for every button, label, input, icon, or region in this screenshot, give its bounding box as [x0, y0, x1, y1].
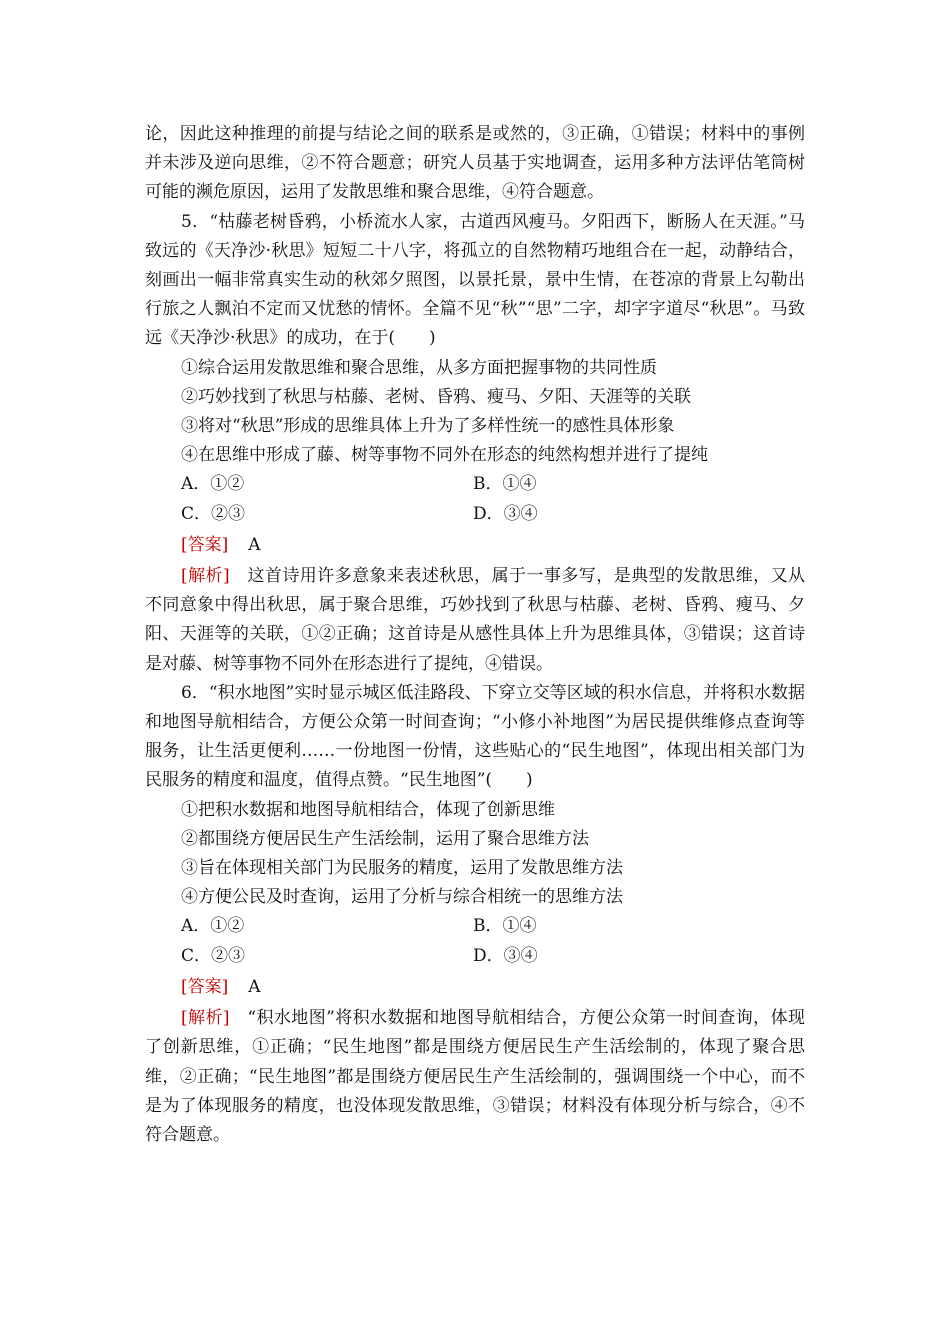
question-6-answer: [145, 973, 805, 1002]
question-5-analysis: [145, 562, 805, 679]
question-5-answer: [145, 531, 805, 560]
question-5-choice-c: C．②③: [181, 503, 246, 524]
question-6-option-4: ④方便公民及时查询，运用了分析与综合相统一的思维方法: [181, 887, 623, 908]
answer-tag: [答案]: [181, 976, 229, 997]
question-6-choice-a: A．①②: [181, 916, 245, 937]
question-5-option-2: ②巧妙找到了秋思与枯藤、老树、昏鸦、瘦马、夕阳、天涯等的关联: [181, 386, 691, 407]
question-5-choice-a: A．①②: [181, 474, 245, 495]
question-6-option-1: ①把积水数据和地图导航相结合，体现了创新思维: [181, 799, 555, 820]
answer-tag: [答案]: [181, 534, 229, 555]
question-5-choices-row-1: [145, 470, 805, 499]
answer-value: A: [248, 976, 261, 997]
question-5-option-4: ④在思维中形成了藤、树等事物不同外在形态的纯然构想并进行了提纯: [181, 445, 708, 466]
analysis-text: 这首诗用许多意象来表述秋思，属于一事多写，是典型的发散思维，又从不同意象中得出秋思，属于聚合思维，巧妙找到了秋思与枯藤、老树、昏鸦、瘦马、夕阳、天涯等的关联，①②正确；这首诗是从感性具体上升为思维具体，③错误；这首诗是对藤、树等事物不同外在形态进行了提纯，④错误。: [145, 566, 806, 674]
question-5-stem: 5．“枯藤老树昏鸦，小桥流水人家，古道西风瘦马。夕阳西下，断肠人在天涯。”马致远的《天净沙·秋思》短短二十八字，将孤立的自然物精巧地组合在一起，动静结合，刻画出一幅非常真实生动的秋郊夕照图，以景托景，景中生情，在苍凉的背景上勾勒出行旅之人飘泊不定而又忧愁的情怀。全篇不见“秋”“思”二字，却字字道尽“秋思”。马致远《天净沙·秋思》的成功，在于( ): [145, 211, 805, 349]
question-6-option-3: ③旨在体现相关部门为民服务的精度，运用了发散思维方法: [181, 858, 623, 879]
analysis-tag: [解析]: [181, 566, 230, 587]
question-6-choice-b: B．①④: [473, 916, 537, 937]
question-6-analysis: [145, 1004, 805, 1150]
question-6-choices-row-2: [145, 942, 805, 971]
question-6-choice-d: D．③④: [473, 945, 538, 966]
answer-value: A: [248, 534, 261, 555]
question-5-option-3: ③将对“秋思”形成的思维具体上升为了多样性统一的感性具体形象: [181, 416, 675, 437]
question-5-choice-b: B．①④: [473, 474, 537, 495]
question-6-option-2: ②都围绕方便居民生产生活绘制，运用了聚合思维方法: [181, 828, 589, 849]
question-5-option-1: ①综合运用发散思维和聚合思维，从多方面把握事物的共同性质: [181, 357, 657, 378]
question-5-choice-d: D．③④: [473, 503, 538, 524]
document-content: [145, 120, 805, 1150]
question-6-stem: 6．“积水地图”实时显示城区低洼路段、下穿立交等区域的积水信息，并将积水数据和地图导航相结合，方便公众第一时间查询；“小修小补地图”为居民提供维修点查询等服务，让生活更便利……一份地图一份情，这些贴心的“民生地图”，体现出相关部门为民服务的精度和温度，值得点赞。“民生地图”( ): [145, 682, 805, 791]
analysis-text: “积水地图”将积水数据和地图导航相结合，方便公众第一时间查询，体现了创新思维，①正确；“民生地图”都是围绕方便居民生产生活绘制的，体现了聚合思维，②正确；“民生地图”都是围绕方便居民生产生活绘制的，强调围绕一个中心，而不是为了体现服务的精度，也没体现发散思维，③错误；材料没有体现分析与综合，④不符合题意。: [145, 1008, 806, 1145]
analysis-tag: [解析]: [181, 1008, 230, 1029]
question-6-choice-c: C．②③: [181, 945, 246, 966]
intro-paragraph: 论，因此这种推理的前提与结论之间的联系是或然的，③正确，①错误；材料中的事例并未涉及逆向思维，②不符合题意；研究人员基于实地调查，运用多种方法评估笔筒树可能的濒危原因，运用了发散思维和聚合思维，④符合题意。: [145, 124, 805, 203]
question-6-choices-row-1: [145, 912, 805, 941]
question-5-choices-row-2: [145, 500, 805, 529]
